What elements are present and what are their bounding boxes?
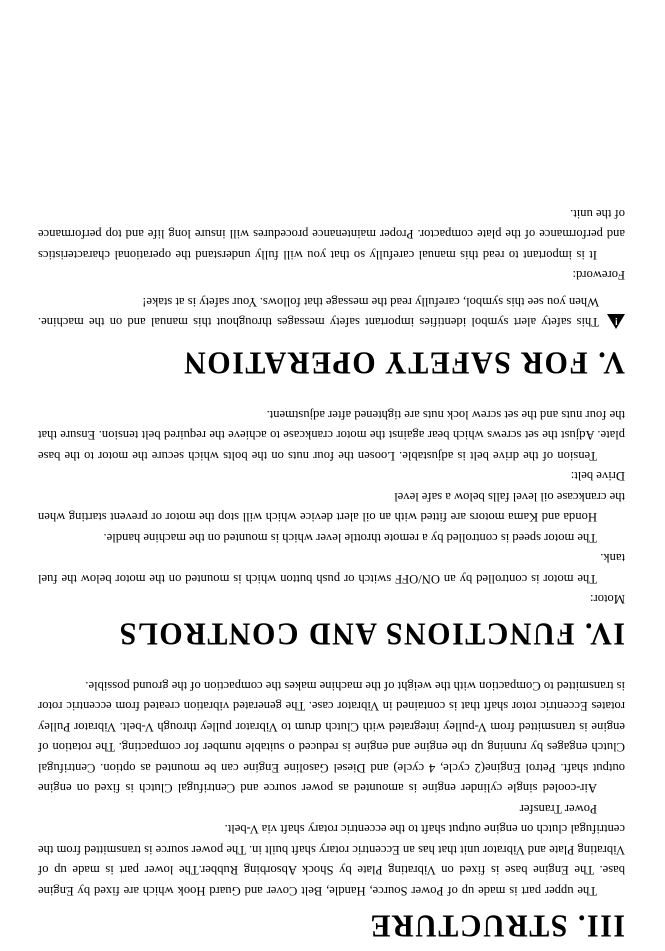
foreword-paragraph: It is important to read this manual carefully so that you will fully understand the operational characteristics and performance of the plate compactor. Proper maintenance procedures will insure long life and top performance of the unit. xyxy=(38,207,625,262)
motor-paragraph-3: Honda and Kama motors are fitted with an oil alert device which will stop the motor or prevent starting when the crankcase oil level falls below a safe level xyxy=(38,490,625,525)
motor-paragraph-1: The motor is controlled by an ON/OFF switch or push button which is mounted on the motor below the fuel tank. xyxy=(38,551,625,586)
power-transfer-paragraph: Air-cooled single cylinder engine is amounted as power source and Centrifugal Clutch is fixed on engine output shaft. Petrol Engine(2 cycle, 4 cycle) and Diesel Gasoline Engine can be mounted as option. Centrifugal Clutch engages by running up the engine and engine is reduced o suitable number for compacting. The rotation of engine is transmitted from V-pulley integrated with Clutch drum to Vibrator pulley through V-belt. Vibrator Pulley rotates Eccentric rotor shaft that is contained in Vibrator case. The generated vibration created from eccentric rotor is transmitted to Compaction with the weight of the machine makes the compaction of the ground possible. xyxy=(38,679,625,796)
functions-heading: IV. FUNCTIONS AND CONTROLS xyxy=(118,616,625,652)
power-transfer-label: Power Transfer xyxy=(519,802,597,816)
foreword-label: Foreword: xyxy=(572,268,625,283)
safety-alert-block xyxy=(38,292,625,333)
warning-icon-glyph: ! xyxy=(614,315,618,327)
structure-heading: III. STRUCTURE xyxy=(368,908,625,943)
warning-triangle-icon xyxy=(607,315,625,330)
structure-paragraph: The upper part is made up of Power Source, Handle, Belt Cover and Guard Hook which are fixed by Engine base. The Engine base is fixed on Vibrating Plate by Shock Absorbing Rubber.The lower part is made up of Vibrating Plate and Vibrator unit that has an Eccentric rotary shaft built in. The power source is transmitted from the centrifugal clutch on engine output shaft to the eccentric rotary shaft via V-belt. xyxy=(38,822,625,898)
motor-paragraph-2: The motor speed is controlled by a remote throttle lever which is mounted on the machine handle. xyxy=(103,531,597,545)
safety-heading: V. FOR SAFETY OPERATION xyxy=(182,345,625,381)
motor-label: Motor: xyxy=(590,592,625,607)
drive-belt-paragraph: Tension of the drive belt is adjustable. Loosen the four nuts on the bolts which secure the motor to the base plate. Adjust the set screws which bear against the motor crankcase to achieve the required belt tension. Ensure that the four nuts and the set screw lock nuts are tightened after adjustment. xyxy=(38,408,625,463)
drive-belt-label: Drive belt: xyxy=(570,469,625,484)
safety-alert-text: This safety alert symbol identifies important safety messages throughout this manual and on the machine. When you see this symbol, carefully read the message that follows. Your safety is at stake! xyxy=(38,295,599,330)
